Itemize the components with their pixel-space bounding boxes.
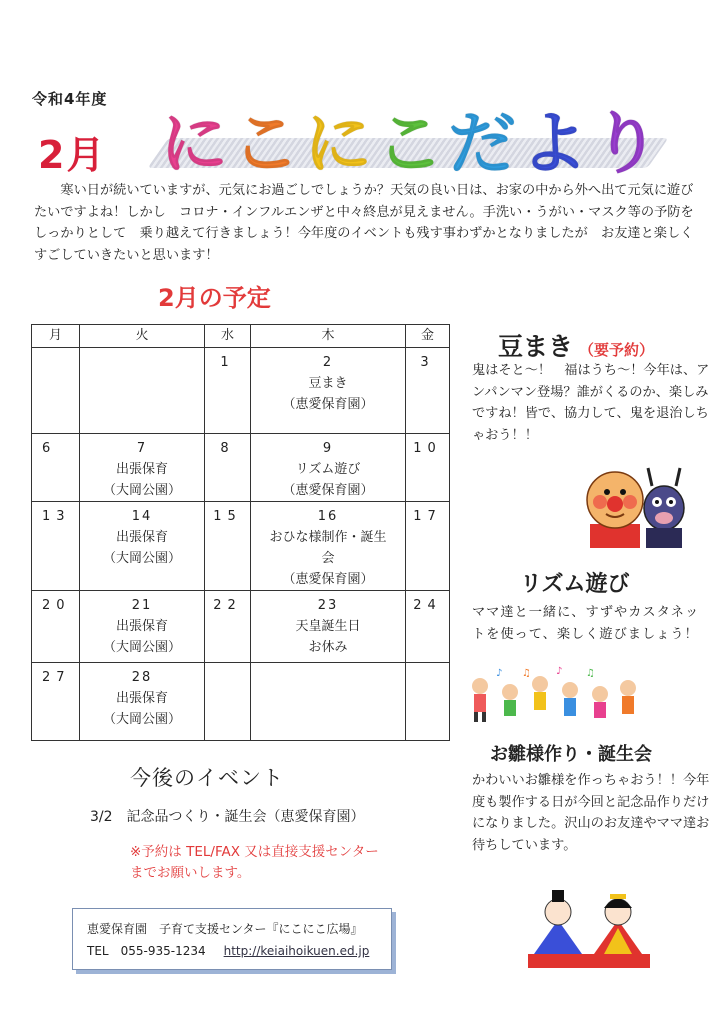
day-event-line: お休み xyxy=(308,640,348,655)
plan-title: 2月の予定 xyxy=(158,284,271,312)
title-char: に xyxy=(160,105,233,184)
day-event-line: 天皇誕生日 xyxy=(295,619,361,634)
day-number: 7 xyxy=(136,441,148,456)
day-number: 22 xyxy=(213,598,242,613)
day-number: 15 xyxy=(213,509,242,524)
contact-box xyxy=(72,908,392,970)
day-event-line: 出張保育 xyxy=(115,619,168,634)
calendar-day-cell xyxy=(205,502,251,591)
reservation-note-line-2: までお願いします。 xyxy=(130,865,251,881)
day-number: 20 xyxy=(42,598,71,613)
day-number: 21 xyxy=(131,598,153,613)
hina-dolls-icon xyxy=(524,884,654,970)
weekday-header: 火 xyxy=(80,325,205,348)
anpanman-icon xyxy=(582,462,692,548)
day-number xyxy=(205,663,250,668)
calendar-day-cell xyxy=(406,591,450,663)
calendar-day-cell xyxy=(251,434,406,502)
mamemaki-heading xyxy=(498,327,654,363)
title-char: だ xyxy=(448,105,521,184)
calendar-day-cell xyxy=(406,348,450,434)
title-char: り xyxy=(592,105,665,184)
dancing-children-icon xyxy=(466,666,646,730)
title-char: に xyxy=(304,105,377,184)
day-number: 8 xyxy=(220,441,235,456)
title-text xyxy=(160,90,664,187)
calendar-day-cell xyxy=(406,663,450,741)
reservation-badge: （要予約） xyxy=(579,341,655,359)
day-event-line: （大岡公園） xyxy=(102,551,181,566)
calendar-day-cell xyxy=(205,348,251,434)
calendar-day-cell xyxy=(80,591,205,663)
day-event-line: 会 xyxy=(321,551,335,566)
calendar-week-row xyxy=(32,502,450,591)
day-event-line: 出張保育 xyxy=(115,462,168,477)
calendar-day-cell xyxy=(406,502,450,591)
reservation-note xyxy=(130,842,379,884)
day-number: 27 xyxy=(42,670,71,685)
day-number: 14 xyxy=(131,509,153,524)
day-event-line: （大岡公園） xyxy=(102,712,181,727)
day-number: 16 xyxy=(317,509,339,524)
day-number: 9 xyxy=(322,441,334,456)
calendar-day-cell xyxy=(205,591,251,663)
day-number: 23 xyxy=(317,598,339,613)
hina-text: かわいいお雛様を作っちゃおう！！今年度も製作する日が今回と記念品作りだけになりました。沢山のお友達やママ達お待ちしています。 xyxy=(472,773,710,853)
title-char: こ xyxy=(232,105,305,184)
mamemaki-text: 鬼はそと～！ 福はうち～！今年は、アンパンマン登場？誰がくるのか、楽しみですね！皆で、協力して、鬼を退治しちゃおう！！ xyxy=(472,363,710,443)
intro-paragraph: 寒い日が続いていますが、元気にお過ごしでしょうか？天気の良い日は、お家の中から外へ出て元気に遊びたいですよね！しかし コロナ・インフルエンザと中々終息が見えません。手洗い・うがい・マスク等の予防をしっかりとして 乗り越えて行きましょう！今年度のイベントも残す事わずかとなりましたが お友達と楽しくすごしていきたいと思います！ xyxy=(34,183,694,263)
svg-text:♫: ♫ xyxy=(586,668,595,679)
day-event-line: （恵愛保育園） xyxy=(282,483,374,498)
website-link[interactable]: http://keiaihoikuen.ed.jp xyxy=(223,944,370,958)
calendar-week-row xyxy=(32,348,450,434)
svg-text:♪: ♪ xyxy=(556,666,563,677)
day-event-line: （恵愛保育園） xyxy=(282,397,374,412)
calendar-day-cell xyxy=(32,591,80,663)
day-number xyxy=(251,663,405,668)
calendar-day-cell xyxy=(80,663,205,741)
title-char: こ xyxy=(376,105,449,184)
day-event-line: 出張保育 xyxy=(115,530,168,545)
weekday-header: 月 xyxy=(32,325,80,348)
day-number: 10 xyxy=(413,441,442,456)
calendar-day-cell xyxy=(80,434,205,502)
reservation-note-line-1: ※予約は TEL/FAX 又は直接支援センター xyxy=(130,844,379,860)
day-event-line: おひな様制作・誕生 xyxy=(269,530,387,545)
calendar-day-cell xyxy=(251,502,406,591)
calendar-day-cell xyxy=(406,434,450,502)
calendar-week-row xyxy=(32,434,450,502)
future-events-heading: 今後のイベント xyxy=(130,766,284,790)
calendar-day-cell xyxy=(80,348,205,434)
rhythm-text: ママ達と一緒に、すずやカスタネットを使って、楽しく遊びましょう！ xyxy=(472,605,700,642)
mamemaki-title: 豆まき xyxy=(498,332,574,361)
day-number: 2 xyxy=(322,355,334,370)
day-event-line: リズム遊び xyxy=(295,462,361,477)
calendar-day-cell xyxy=(32,434,80,502)
day-event-line: （恵愛保育園） xyxy=(282,572,374,587)
calendar-day-cell xyxy=(205,434,251,502)
calendar-day-cell xyxy=(251,348,406,434)
month-label: 2月 xyxy=(38,133,107,177)
calendar-day-cell xyxy=(80,502,205,591)
day-number: 17 xyxy=(413,509,442,524)
calendar-header-row xyxy=(32,325,450,348)
calendar-day-cell xyxy=(32,502,80,591)
day-event-line: （大岡公園） xyxy=(102,640,181,655)
calendar-day-cell xyxy=(251,663,406,741)
weekday-header: 水 xyxy=(205,325,251,348)
rhythm-heading: リズム遊び xyxy=(520,572,630,597)
day-event-line: 出張保育 xyxy=(115,691,168,706)
day-number: 13 xyxy=(42,509,71,524)
day-event-line: 豆まき xyxy=(308,376,348,391)
contact-line xyxy=(87,942,369,959)
calendar-day-cell xyxy=(32,348,80,434)
day-number: 24 xyxy=(413,598,442,613)
day-event-line: （大岡公園） xyxy=(102,483,181,498)
organization-name: 恵愛保育園 子育て支援センター『にこにこ広場』 xyxy=(87,922,363,936)
day-number: 28 xyxy=(131,670,153,685)
svg-text:♪: ♪ xyxy=(496,668,503,679)
day-number xyxy=(80,348,204,353)
day-number: 1 xyxy=(220,355,235,370)
weekday-header: 木 xyxy=(251,325,406,348)
weekday-header: 金 xyxy=(406,325,450,348)
calendar-day-cell xyxy=(251,591,406,663)
phone-number: TEL 055-935-1234 xyxy=(87,944,206,958)
future-event-item: 3/2 記念品つくり・誕生会（恵愛保育園） xyxy=(90,809,365,825)
day-number xyxy=(406,663,449,668)
calendar-day-cell xyxy=(205,663,251,741)
day-number xyxy=(32,348,79,353)
day-number: 6 xyxy=(42,441,57,456)
day-number: 3 xyxy=(420,355,435,370)
fiscal-year-label: 令和4年度 xyxy=(32,90,108,108)
calendar-week-row xyxy=(32,663,450,741)
title-char: よ xyxy=(520,105,593,184)
schedule-calendar xyxy=(31,324,450,741)
hina-heading: お雛様作り・誕生会 xyxy=(490,744,652,765)
svg-text:♫: ♫ xyxy=(522,668,531,679)
calendar-week-row xyxy=(32,591,450,663)
calendar-day-cell xyxy=(32,663,80,741)
